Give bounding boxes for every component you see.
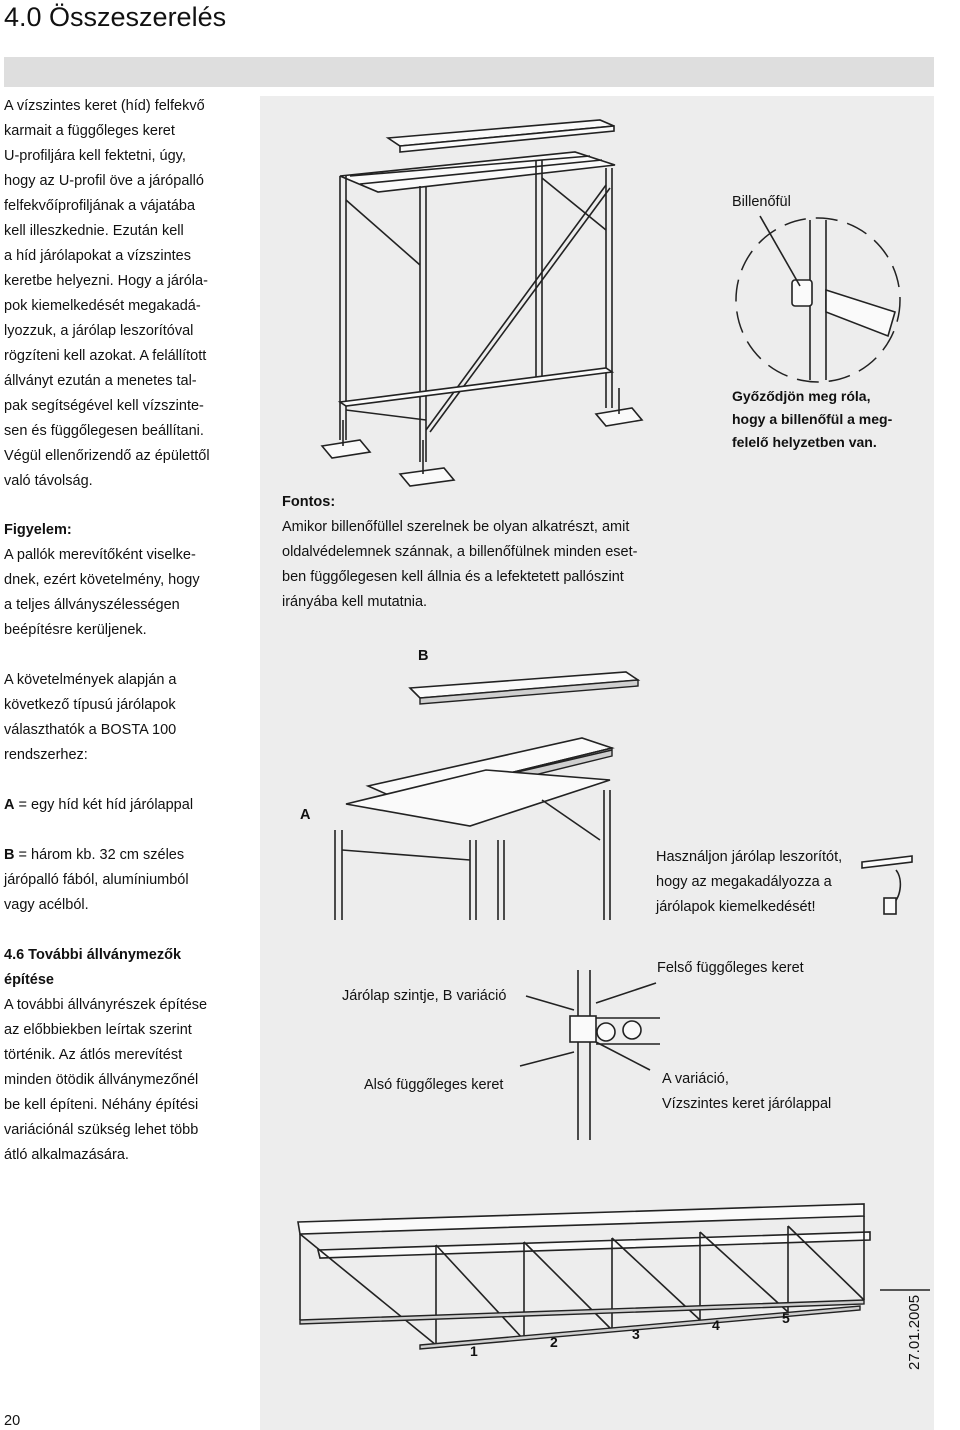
label-a: A: [300, 807, 311, 823]
intro-line: U-profiljára kell fektetni, úgy,: [4, 148, 186, 164]
figyelem-heading: Figyelem:: [4, 522, 72, 538]
page-number: 20: [4, 1413, 21, 1429]
option-a-key: A: [4, 797, 15, 813]
clamp-note-line: járólapok kiemelkedését!: [656, 899, 816, 915]
label-b: B: [418, 648, 429, 664]
requirements-line: rendszerhez:: [4, 747, 88, 763]
section-line: variációnál szükség lehet több: [4, 1122, 199, 1138]
option-b-text: = három kb. 32 cm széles: [14, 847, 185, 863]
variant-a-line: Vízszintes keret járólappal: [662, 1096, 832, 1112]
document-date: 27.01.2005: [906, 1294, 923, 1370]
billenoful-note-line: hogy a billenőfül a meg-: [732, 411, 893, 427]
requirements-line: választhatók a BOSTA 100: [4, 722, 177, 738]
intro-line: Végül ellenőrizendő az épülettől: [4, 448, 210, 464]
page-title: 4.0 Összeszerelés: [4, 2, 227, 32]
option-b-line: vagy acélból.: [4, 897, 89, 913]
intro-line: A vízszintes keret (híd) felfekvő: [4, 98, 205, 114]
billenoful-label: Billenőfül: [732, 194, 791, 210]
intro-line: felfekvőíprofiljának a vájatába: [4, 198, 196, 214]
bay-number: 1: [470, 1343, 478, 1359]
intro-line: kell illeszkednie. Ezután kell: [4, 223, 184, 239]
bay-number: 3: [632, 1326, 640, 1342]
intro-line: a híd járólapokat a vízszintes: [4, 248, 191, 264]
section-heading: 4.6 További állványmezők: [4, 947, 182, 963]
section-line: A további állványrészek építése: [4, 997, 208, 1013]
fontos-line: irányába kell mutatnia.: [282, 594, 428, 610]
fontos-line: ben függőlegesen kell állnia és a lefektetett pallószint: [282, 569, 624, 585]
fontos-line: Amikor billenőfüllel szerelnek be olyan alkatrészt, amit: [282, 519, 630, 535]
intro-line: pak segítségével kell vízszinte-: [4, 398, 204, 414]
section-heading: építése: [4, 972, 54, 988]
intro-line: karmait a függőleges keret: [4, 123, 175, 139]
intro-line: keretbe helyezni. Hogy a járóla-: [4, 273, 208, 289]
section-line: átló alkalmazására.: [4, 1147, 129, 1163]
upper-frame-label: Felső függőleges keret: [657, 960, 804, 976]
intro-line: állványt ezután a menetes tal-: [4, 373, 197, 389]
lower-frame-label: Alsó függőleges keret: [364, 1077, 504, 1093]
variant-a-line: A variáció,: [662, 1071, 729, 1087]
clamp-note-line: Használjon járólap leszorítót,: [656, 849, 843, 865]
section-line: történik. Az átlós merevítést: [4, 1047, 183, 1063]
billenoful-note-line: felelő helyzetben van.: [732, 434, 877, 450]
option-b-line: járópalló fából, alumíniumból: [4, 872, 189, 888]
intro-line: hogy az U-profil öve a járópalló: [4, 173, 204, 189]
intro-line: lyozzuk, a járólap leszorítóval: [4, 323, 194, 339]
intro-line: sen és függőlegesen beállítani.: [4, 423, 204, 439]
fontos-line: oldalvédelemnek szánnak, a billenőfülnek minden eset-: [282, 544, 638, 560]
requirements-line: A követelmények alapján a: [4, 672, 177, 688]
bay-number: 4: [712, 1317, 720, 1333]
bay-number: 5: [782, 1310, 790, 1326]
figyelem-line: beépítésre kerüljenek.: [4, 622, 147, 638]
intro-line: rögzíteni kell azokat. A felállított: [4, 348, 207, 364]
section-line: az előbbiekben leírtak szerint: [4, 1022, 192, 1038]
requirements-line: következő típusú járólapok: [4, 697, 176, 713]
figyelem-line: dnek, ezért követelmény, hogy: [4, 572, 200, 588]
deck-level-label: Járólap szintje, B variáció: [342, 988, 507, 1004]
figyelem-line: A pallók merevítőként viselke-: [4, 547, 196, 563]
intro-line: pok kiemelkedését megakadá-: [4, 298, 201, 314]
clamp-note-line: hogy az megakadályozza a: [656, 874, 832, 890]
billenoful-note-line: Győződjön meg róla,: [732, 388, 871, 404]
bay-number: 2: [550, 1334, 558, 1350]
section-line: be kell építeni. Néhány építési: [4, 1097, 199, 1113]
fontos-heading: Fontos:: [282, 494, 336, 510]
intro-line: való távolság.: [4, 473, 93, 489]
option-b-key: B: [4, 847, 15, 863]
section-line: minden ötödik állványmezőnél: [4, 1072, 199, 1088]
option-a-text: = egy híd két híd járólappal: [14, 797, 194, 813]
figyelem-line: a teljes állványszélességen: [4, 597, 180, 613]
